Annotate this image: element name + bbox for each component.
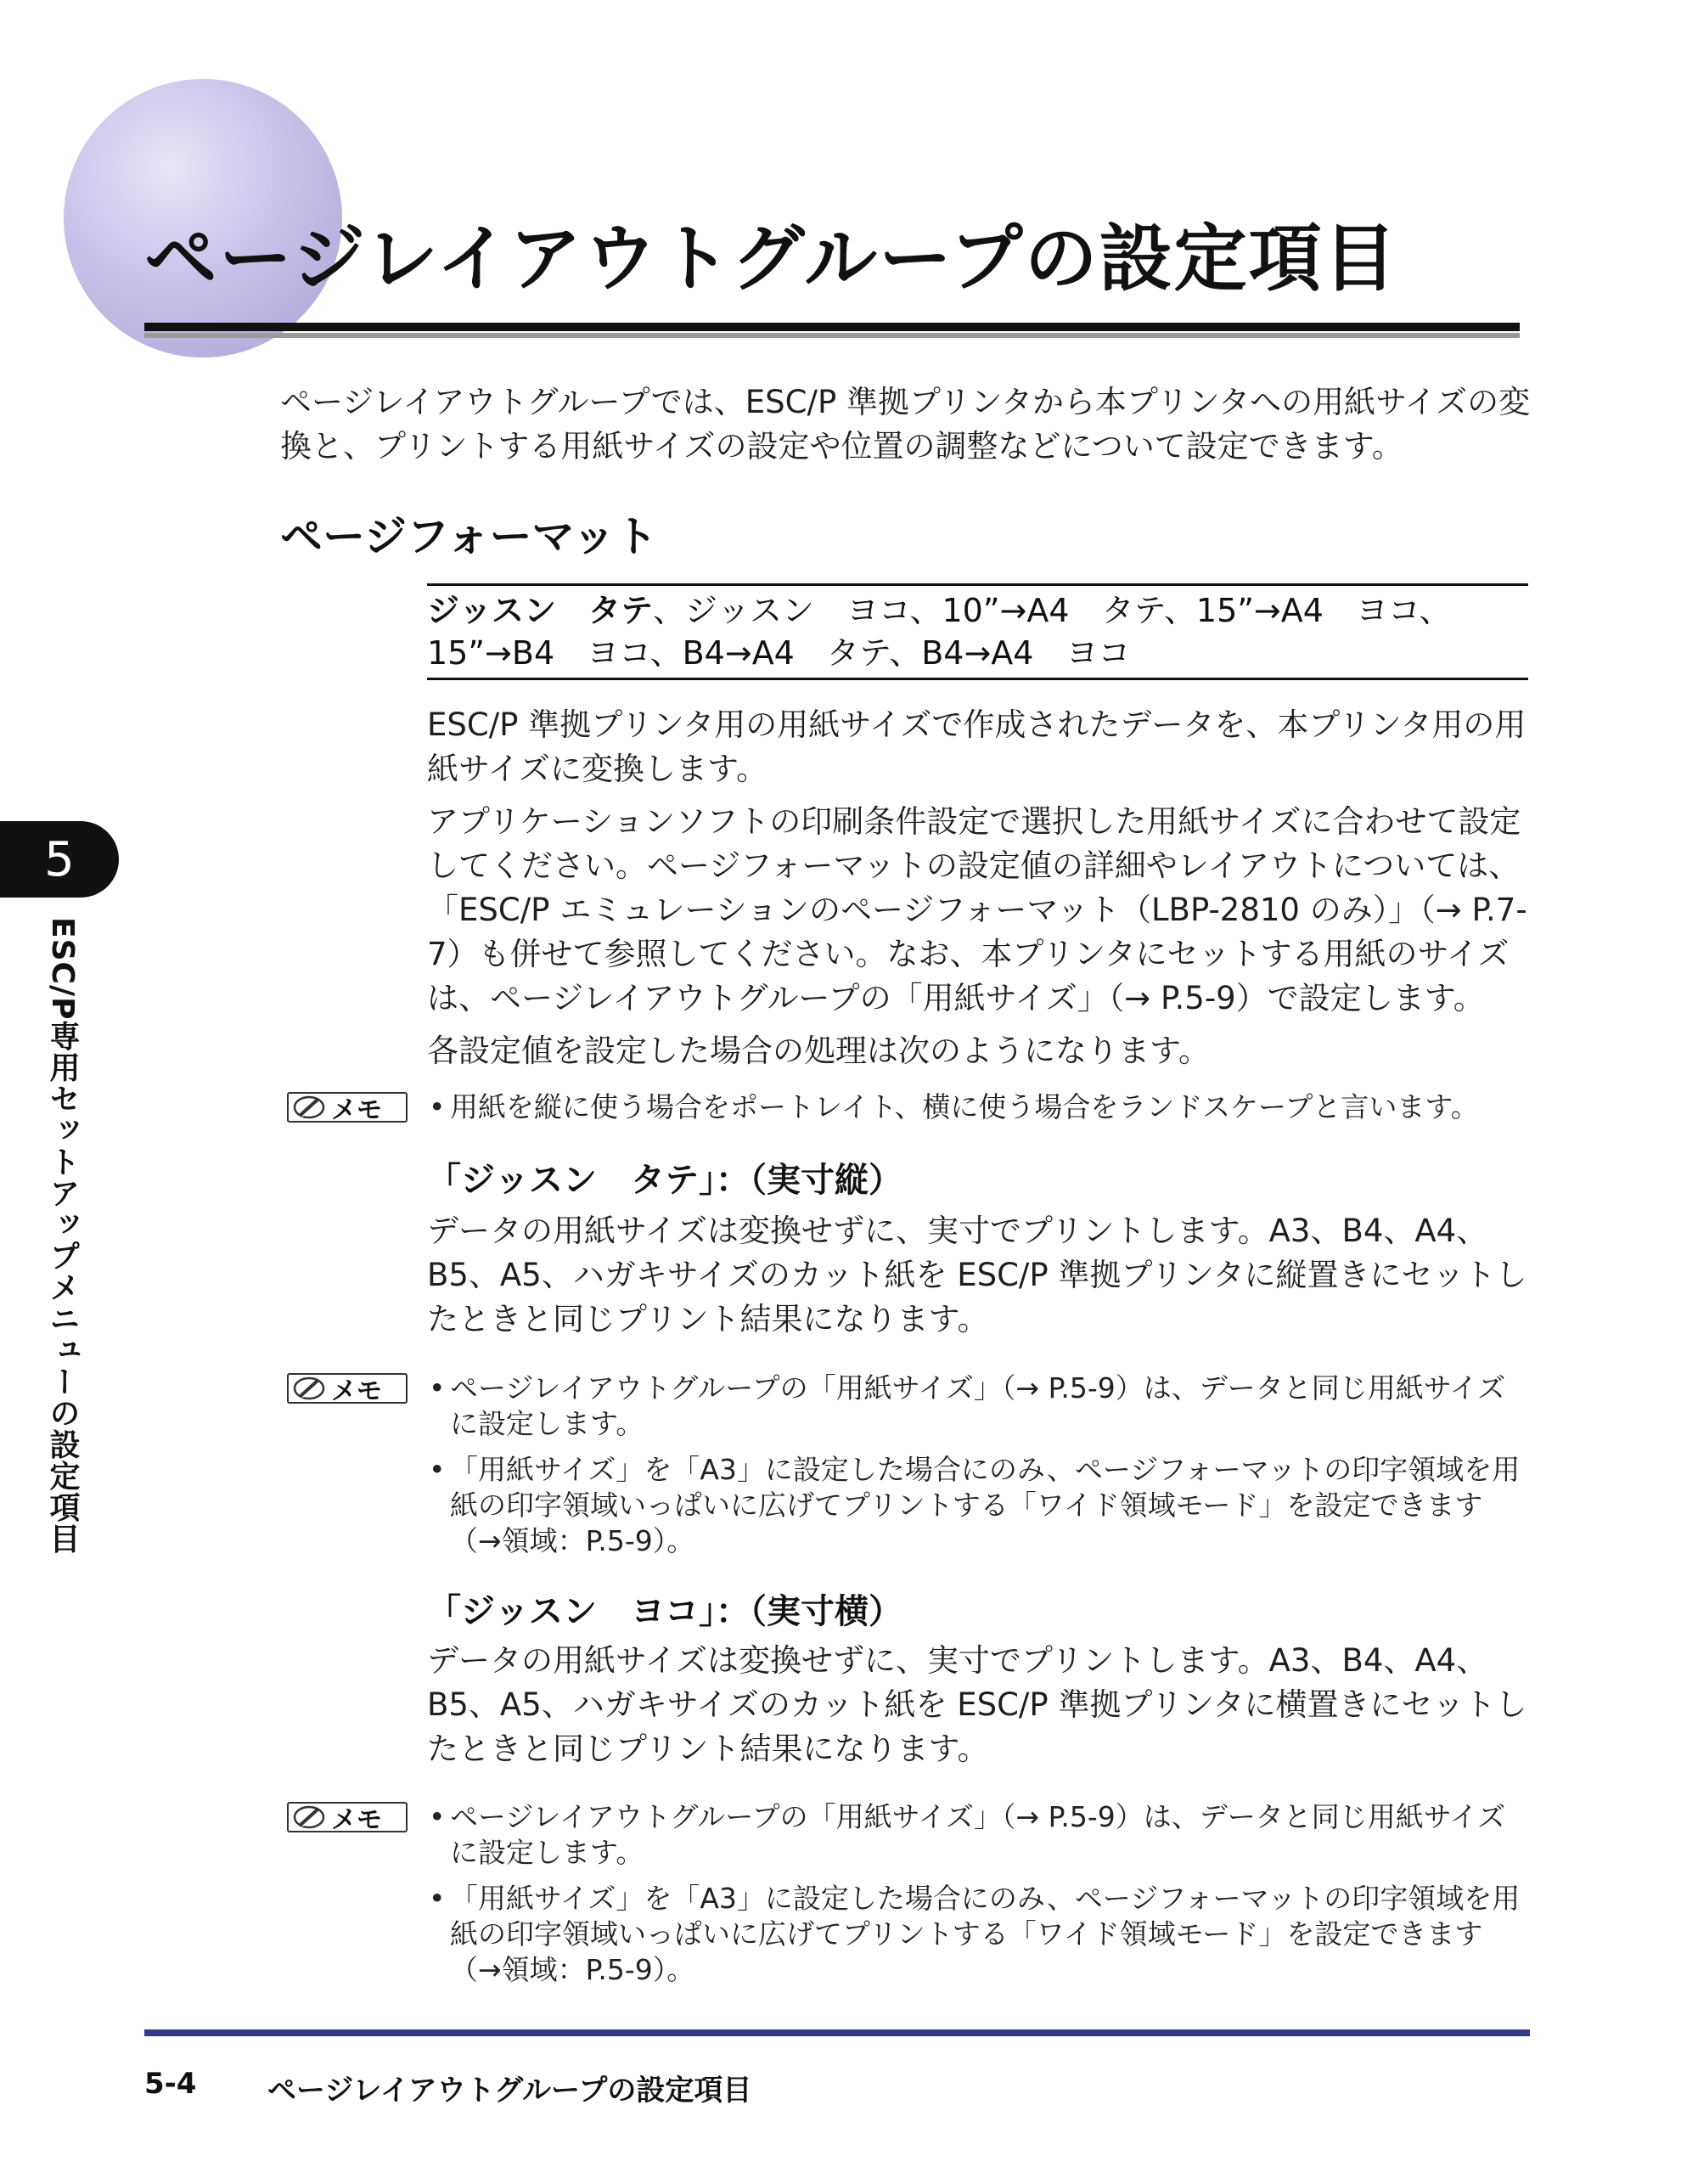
memo-label: メモ (331, 1376, 382, 1406)
memo-badge (287, 1802, 408, 1835)
sub-heading-yoko: 「ジッスン ヨコ」：（実寸横） (427, 1592, 902, 1631)
pencil-icon (292, 1376, 326, 1401)
memo-badge (287, 1092, 408, 1123)
body-paragraph: アプリケーションソフトの印刷条件設定で選択した用紙サイズに合わせて設定してください。ページフォーマットの設定値の詳細やレイアウトについては、「ESC/P エミュレーションのページフォーマット（LBP-2810 のみ）」（→ P.7-7）も併せて参照してください。なお、本プリンタにセットする用紙のサイズは、ページレイアウトグループの「用紙サイズ」（→ P.5-9）で設定します。 (427, 803, 1527, 1016)
body-paragraph: ESC/P 準拠プリンタ用の用紙サイズで作成されたデータを、本プリンタ用の用紙サイズに変換します。 (427, 706, 1527, 787)
page-number: 5-4 (144, 2067, 197, 2101)
memo-item: • ページレイアウトグループの「用紙サイズ」（→ P.5-9）は、データと同じ用紙サイズに設定します。 (427, 1371, 1531, 1442)
title-rule (144, 323, 1520, 331)
options-bold: ジッスン タテ (427, 592, 654, 629)
section-heading: ページフォーマット (280, 512, 658, 561)
options-rest: 、ジッスン ヨコ、10”→A4 タテ、15”→A4 ヨコ、15”→B4 ヨコ、B4→A4 タテ、B4→A4 ヨコ (427, 592, 1452, 672)
chapter-side-title: ESC/P専用セットアップメニューの設定項目 (45, 917, 80, 1555)
footer-title: ページレイアウトグループの設定項目 (267, 2074, 752, 2108)
memo-label: メモ (331, 1095, 382, 1125)
body-text (427, 703, 1531, 1082)
pencil-icon (292, 1804, 326, 1830)
memo-list (427, 1089, 1531, 1135)
memo-item: • 「用紙サイズ」を「A3」に設定した場合にのみ、ページフォーマットの印字領域を用紙の印字領域いっぱいに広げてプリントする「ワイド領域モード」を設定できます（→領域：P.5-9）。 (427, 1452, 1531, 1559)
options-rule-top (427, 583, 1528, 586)
memo-badge (287, 1373, 408, 1404)
memo-item: • 「用紙サイズ」を「A3」に設定した場合にのみ、ページフォーマットの印字領域を用紙の印字領域いっぱいに広げてプリントする「ワイド領域モード」を設定できます（→領域：P.5-9）。 (427, 1881, 1531, 1988)
memo-item: • 用紙を縦に使う場合をポートレイト、横に使う場合をランドスケープと言います。 (427, 1089, 1531, 1125)
pencil-icon (292, 1095, 326, 1120)
body-paragraph: 各設定値を設定した場合の処理は次のようになります。 (427, 1033, 1211, 1069)
intro-paragraph: ページレイアウトグループでは、ESC/P 準拠プリンタから本プリンタへの用紙サイズの変換と、プリントする用紙サイズの設定や位置の調整などについて設定できます。 (280, 384, 1531, 464)
options-list (427, 589, 1531, 674)
chapter-tab: 5 (0, 821, 119, 898)
memo-list (427, 1799, 1531, 1998)
memo-list (427, 1371, 1531, 1569)
title-rule-shadow (144, 333, 1520, 338)
sub-text-tate: データの用紙サイズは変換せずに、実寸でプリントします。A3、B4、A4、B5、A5、ハガキサイズのカット紙を ESC/P 準拠プリンタに縦置きにセットしたときと同じプリント結果になります。 (427, 1213, 1527, 1337)
page-title: ページレイアウトグループの設定項目 (144, 217, 1398, 301)
sub-text-yoko: データの用紙サイズは変換せずに、実寸でプリントします。A3、B4、A4、B5、A5、ハガキサイズのカット紙を ESC/P 準拠プリンタに横置きにセットしたときと同じプリント結果になります。 (427, 1642, 1527, 1767)
memo-label: メモ (331, 1805, 382, 1835)
sub-heading-tate: 「ジッスン タテ」：（実寸縦） (427, 1161, 902, 1200)
memo-item: • ページレイアウトグループの「用紙サイズ」（→ P.5-9）は、データと同じ用紙サイズに設定します。 (427, 1799, 1531, 1871)
options-rule-bottom (427, 678, 1528, 680)
footer-rule (144, 2029, 1530, 2036)
